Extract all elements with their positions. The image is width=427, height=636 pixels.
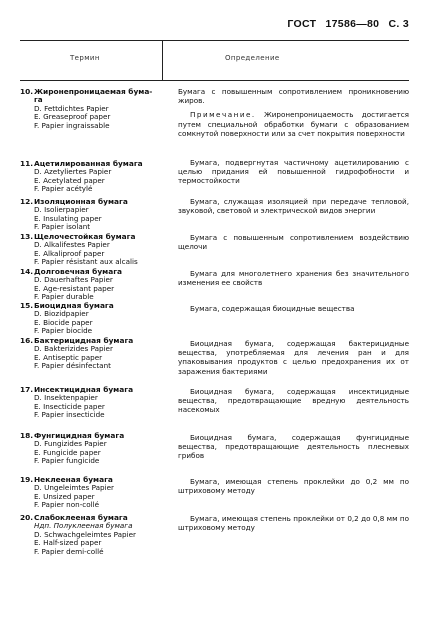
term-title: Слабоклееная бумага bbox=[34, 513, 128, 522]
table-top-rule bbox=[20, 40, 409, 41]
term-number: 10. bbox=[20, 87, 34, 96]
term-de: D. Biozidpapier bbox=[34, 309, 89, 319]
term-fr: F. Papier demi-collé bbox=[34, 546, 104, 556]
term-title: Инсектицидная бумага bbox=[34, 385, 134, 394]
term-entry-19 bbox=[20, 476, 170, 510]
term-title: Бактерицидная бумага bbox=[34, 336, 134, 345]
term-de: D. Bakterizides Papier bbox=[34, 344, 113, 354]
definition-20: Бумага, имеющая степень проклейки от 0,2 до 0,8 мм по штриховому методу bbox=[178, 514, 409, 533]
term-title: Жиронепроницаемая бума- bbox=[34, 87, 153, 96]
term-number: 13. bbox=[20, 232, 34, 241]
term-de: D. Insektenpapier bbox=[34, 393, 98, 403]
term-title-cont: га bbox=[34, 95, 43, 105]
definition-14: Бумага для многолетнего хранения без значительного изменения ее свойств bbox=[178, 269, 409, 288]
standard-number: 17586—80 bbox=[325, 18, 380, 30]
term-number: 18. bbox=[20, 431, 34, 440]
term-fr: F. Papier ingraissable bbox=[34, 120, 110, 130]
term-number: 19. bbox=[20, 475, 34, 484]
page-number: С. 3 bbox=[388, 18, 409, 30]
term-en: E. Insecticide paper bbox=[34, 401, 105, 411]
term-en: E. Acetylated paper bbox=[34, 175, 105, 185]
term-en: E. Antiseptic paper bbox=[34, 352, 103, 362]
term-entry-20 bbox=[20, 514, 170, 556]
term-fr: F. Papier insecticide bbox=[34, 410, 105, 420]
term-en: E. Unsized paper bbox=[34, 491, 95, 501]
table-header-rule bbox=[20, 80, 409, 81]
term-de: D. Ungeleimtes Papier bbox=[34, 483, 114, 493]
term-en: E. Insulating paper bbox=[34, 213, 102, 223]
term-en: E. Fungicide paper bbox=[34, 447, 101, 457]
column-header-definition: Определение bbox=[225, 54, 280, 62]
term-en: E. Age-resistant paper bbox=[34, 283, 115, 293]
term-number: 14. bbox=[20, 267, 34, 276]
definition-17: Биоцидная бумага, содержащая инсектицидные вещества, предотвращающие вредную деятельность насекомых bbox=[178, 387, 409, 415]
note-text: Жиронепроницаемость достигается путем специальной обработки бумаги с образованием сомкнутой поверхности или за счет покрытия поверхности bbox=[178, 110, 409, 138]
term-fr: F. Papier fungicide bbox=[34, 456, 100, 466]
term-entry-18 bbox=[20, 432, 170, 466]
term-entry-17 bbox=[20, 386, 170, 420]
term-title: Фунгицидная бумага bbox=[34, 431, 125, 440]
term-title: Неклееная бумага bbox=[34, 475, 113, 484]
term-fr: F. Papier biocide bbox=[34, 326, 93, 336]
term-de: D. Fungizides Papier bbox=[34, 439, 107, 449]
term-en: E. Greaseproof paper bbox=[34, 112, 111, 122]
definition-text: Бумага с повышенным сопротивлением проникновению жиров. bbox=[178, 87, 409, 106]
note-label: Примечание. bbox=[190, 110, 256, 120]
term-de: D. Fettdichtes Papier bbox=[34, 103, 109, 113]
term-number: 11. bbox=[20, 159, 34, 168]
definition-note bbox=[178, 110, 409, 138]
definition-12: Бумага, служащая изоляцией при передаче тепловой, звуковой, световой и электрической видов энергии bbox=[178, 197, 409, 216]
term-title: Изоляционная бумага bbox=[34, 197, 128, 206]
column-divider bbox=[162, 40, 163, 80]
term-title: Ацетилированная бумага bbox=[34, 159, 143, 168]
term-en: E. Alkaliproof paper bbox=[34, 248, 105, 258]
term-fr: F. Papier acétylé bbox=[34, 184, 93, 194]
term-fr: F. Papier non-collé bbox=[34, 500, 100, 510]
term-entry-15 bbox=[20, 302, 170, 336]
definition-13: Бумага с повышенным сопротивлением воздействию щелочи bbox=[178, 233, 409, 252]
term-number: 17. bbox=[20, 385, 34, 394]
term-en: E. Half-sized paper bbox=[34, 538, 102, 548]
term-fr: F. Papier désinfectant bbox=[34, 361, 111, 371]
page-header bbox=[281, 18, 409, 30]
term-number: 15. bbox=[20, 301, 34, 310]
standard-code: ГОСТ bbox=[287, 18, 317, 30]
term-entry-16 bbox=[20, 337, 170, 371]
definition-18: Биоцидная бумага, содержащая фунгицидные вещества, предотвращающие деятельность плесневых грибов bbox=[178, 433, 409, 461]
term-title: Щелочестойкая бумага bbox=[34, 232, 136, 241]
term-entry-12 bbox=[20, 198, 170, 232]
terms-table bbox=[20, 40, 409, 620]
definition-19: Бумага, имеющая степень проклейки до 0,2 мм по штриховому методу bbox=[178, 477, 409, 496]
term-entry-10 bbox=[20, 88, 170, 130]
term-fr: F. Papier durable bbox=[34, 292, 94, 302]
term-fr: F. Papier isolant bbox=[34, 222, 91, 232]
definition-16: Биоцидная бумага, содержащая бактерицидные вещества, употребляемая для лечения ран и для упаковывания продуктов с целью предохранения их от заражения бактериями bbox=[178, 339, 409, 376]
term-de: D. Azetyliertes Papier bbox=[34, 167, 112, 177]
term-title: Биоцидная бумага bbox=[34, 301, 114, 310]
term-de: D. Isolierpapier bbox=[34, 205, 89, 215]
definition-15: Бумага, содержащая биоцидные вещества bbox=[190, 304, 355, 313]
term-entry-11 bbox=[20, 160, 170, 194]
column-header-term: Термин bbox=[70, 54, 100, 62]
term-number: 12. bbox=[20, 197, 34, 206]
term-en: E. Biocide paper bbox=[34, 317, 93, 327]
term-not-allowed: Ндп. Полуклееная бумага bbox=[34, 521, 133, 531]
term-fr: F. Papier résistant aux alcalis bbox=[34, 257, 138, 267]
term-number: 16. bbox=[20, 336, 34, 345]
term-entry-13 bbox=[20, 233, 170, 267]
term-entry-14 bbox=[20, 268, 170, 302]
definition-11: Бумага, подвергнутая частичному ацетилированию с целью придания ей повышенной гидрофобности и термостойкости bbox=[178, 158, 409, 186]
term-de: D. Alkalifestes Papier bbox=[34, 240, 110, 250]
term-title: Долговечная бумага bbox=[34, 267, 123, 276]
definition-10 bbox=[178, 87, 409, 138]
term-de: D. Dauerhaftes Papier bbox=[34, 275, 113, 285]
term-de: D. Schwachgeleimtes Papier bbox=[34, 529, 136, 539]
term-number: 20. bbox=[20, 513, 34, 522]
